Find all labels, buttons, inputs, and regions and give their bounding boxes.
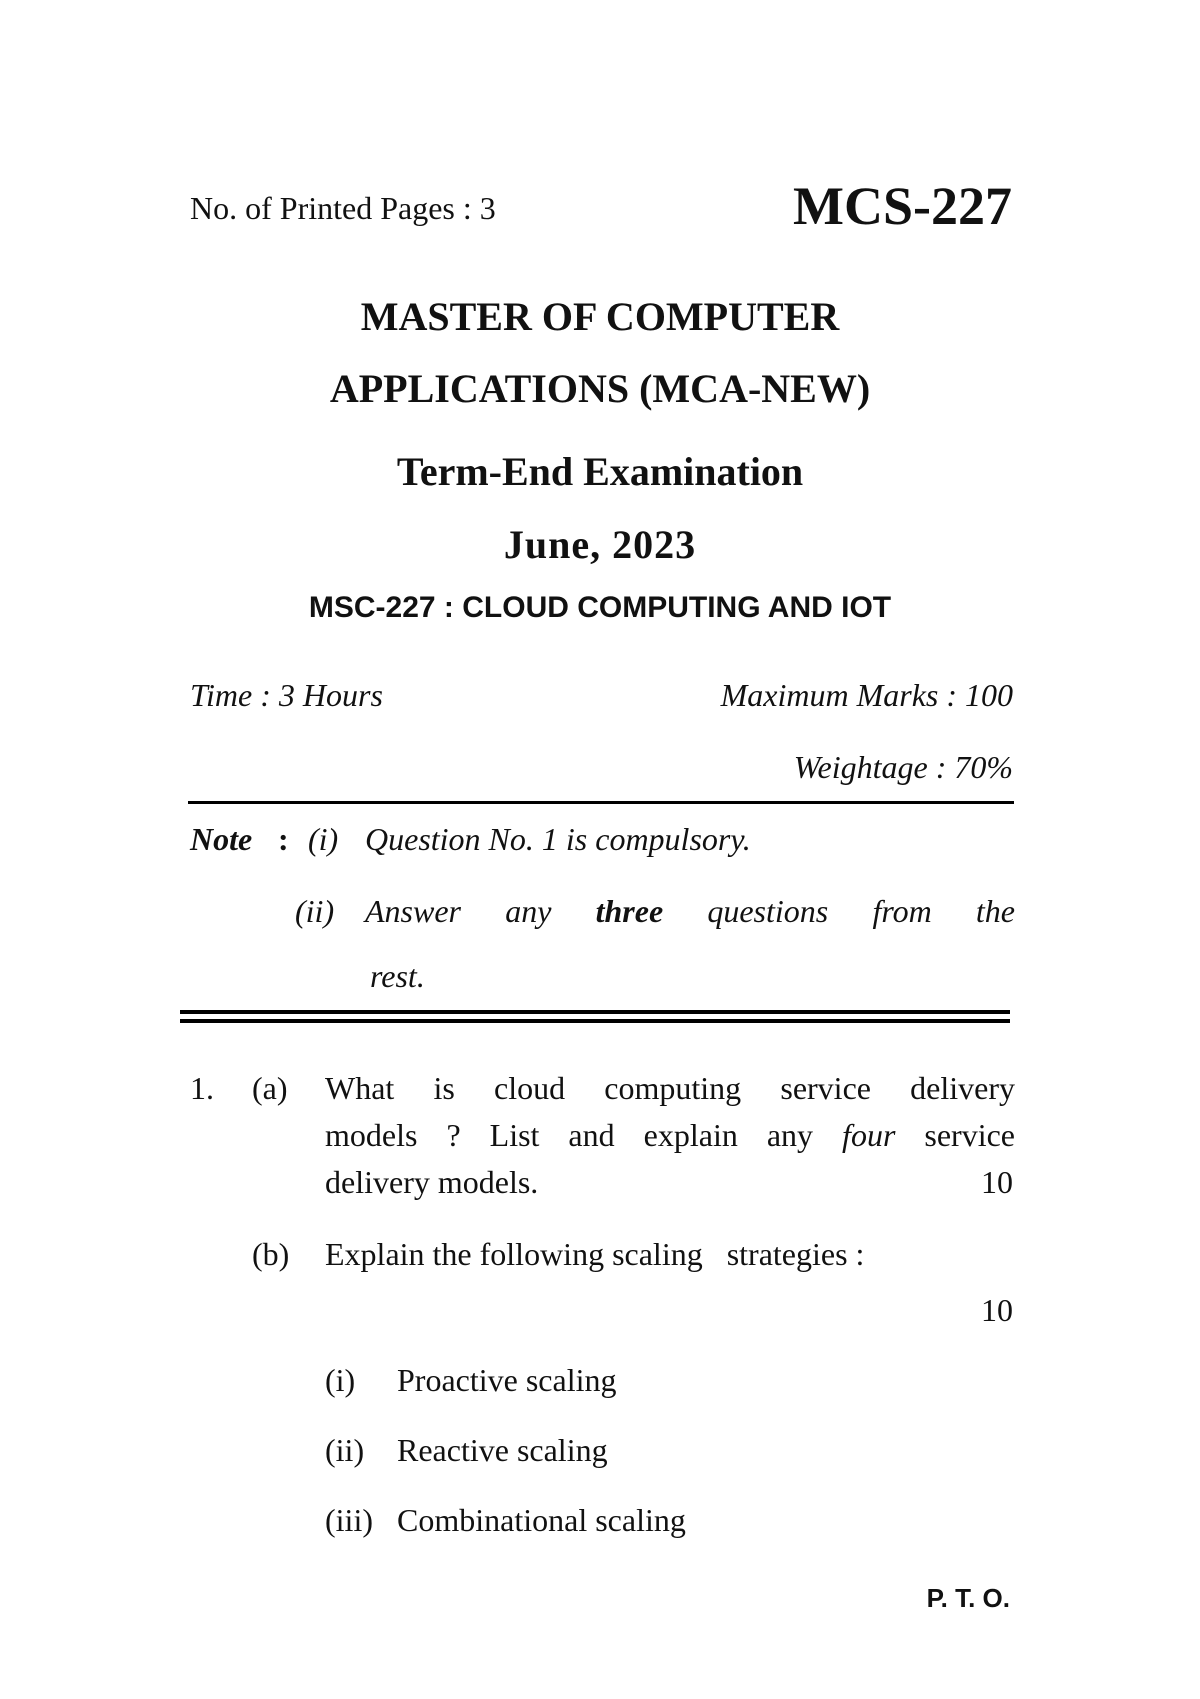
- exam-title: Term-End Examination: [396, 449, 804, 494]
- please-turn-over: P. T. O.: [926, 1583, 1010, 1613]
- exam-session: June, 2023: [503, 522, 697, 567]
- maximum-marks: Maximum Marks : 100: [720, 677, 1013, 713]
- weightage: Weightage : 70%: [793, 749, 1013, 785]
- part-text-after: service: [895, 1117, 1016, 1153]
- subpart-text: Combinational scaling: [397, 1502, 686, 1538]
- note-item-number: (ii): [295, 893, 335, 929]
- part-label: (a): [252, 1070, 288, 1106]
- note-label: Note: [190, 821, 253, 857]
- divider-line: [180, 1019, 1010, 1023]
- question-number: 1.: [190, 1070, 214, 1106]
- subpart-number: (iii): [325, 1502, 373, 1538]
- part-label: (b): [252, 1236, 290, 1272]
- part-text-before: models ? List and explain any: [325, 1117, 843, 1153]
- part-text-line: delivery models.: [325, 1164, 539, 1200]
- part-marks: 10: [981, 1292, 1013, 1328]
- subpart-number: (ii): [325, 1432, 365, 1468]
- note-text-after: questions from the: [663, 893, 1016, 929]
- course-code: MCS-227: [793, 176, 1012, 236]
- programme-title-line2: APPLICATIONS (MCA-NEW): [329, 366, 871, 411]
- programme-title-line1: MASTER OF COMPUTER: [360, 294, 840, 339]
- part-emphasis: four: [842, 1117, 896, 1153]
- divider-line: [180, 1010, 1010, 1014]
- subpart-text: Proactive scaling: [397, 1362, 617, 1398]
- part-text-line: What is cloud computing service delivery: [325, 1070, 1015, 1106]
- note-colon: :: [278, 821, 289, 857]
- time-allowed: Time : 3 Hours: [190, 677, 383, 713]
- note-item-text: Question No. 1 is compulsory.: [365, 821, 751, 857]
- course-title: MSC-227 : CLOUD COMPUTING AND IOT: [308, 591, 892, 624]
- note-item-number: (i): [308, 821, 339, 857]
- subpart-text: Reactive scaling: [397, 1432, 608, 1468]
- subpart-number: (i): [325, 1362, 356, 1398]
- note-item-text: [365, 893, 1015, 930]
- printed-pages-label: No. of Printed Pages : 3: [190, 190, 496, 226]
- note-emphasis: three: [595, 893, 664, 929]
- part-marks: 10: [981, 1164, 1013, 1200]
- part-text-line: Explain the following scaling strategies :: [325, 1236, 865, 1272]
- note-text-before: Answer any: [365, 893, 596, 929]
- top-divider: [188, 801, 1014, 804]
- part-text-line: [325, 1117, 1015, 1154]
- note-item-continuation: rest.: [370, 958, 425, 994]
